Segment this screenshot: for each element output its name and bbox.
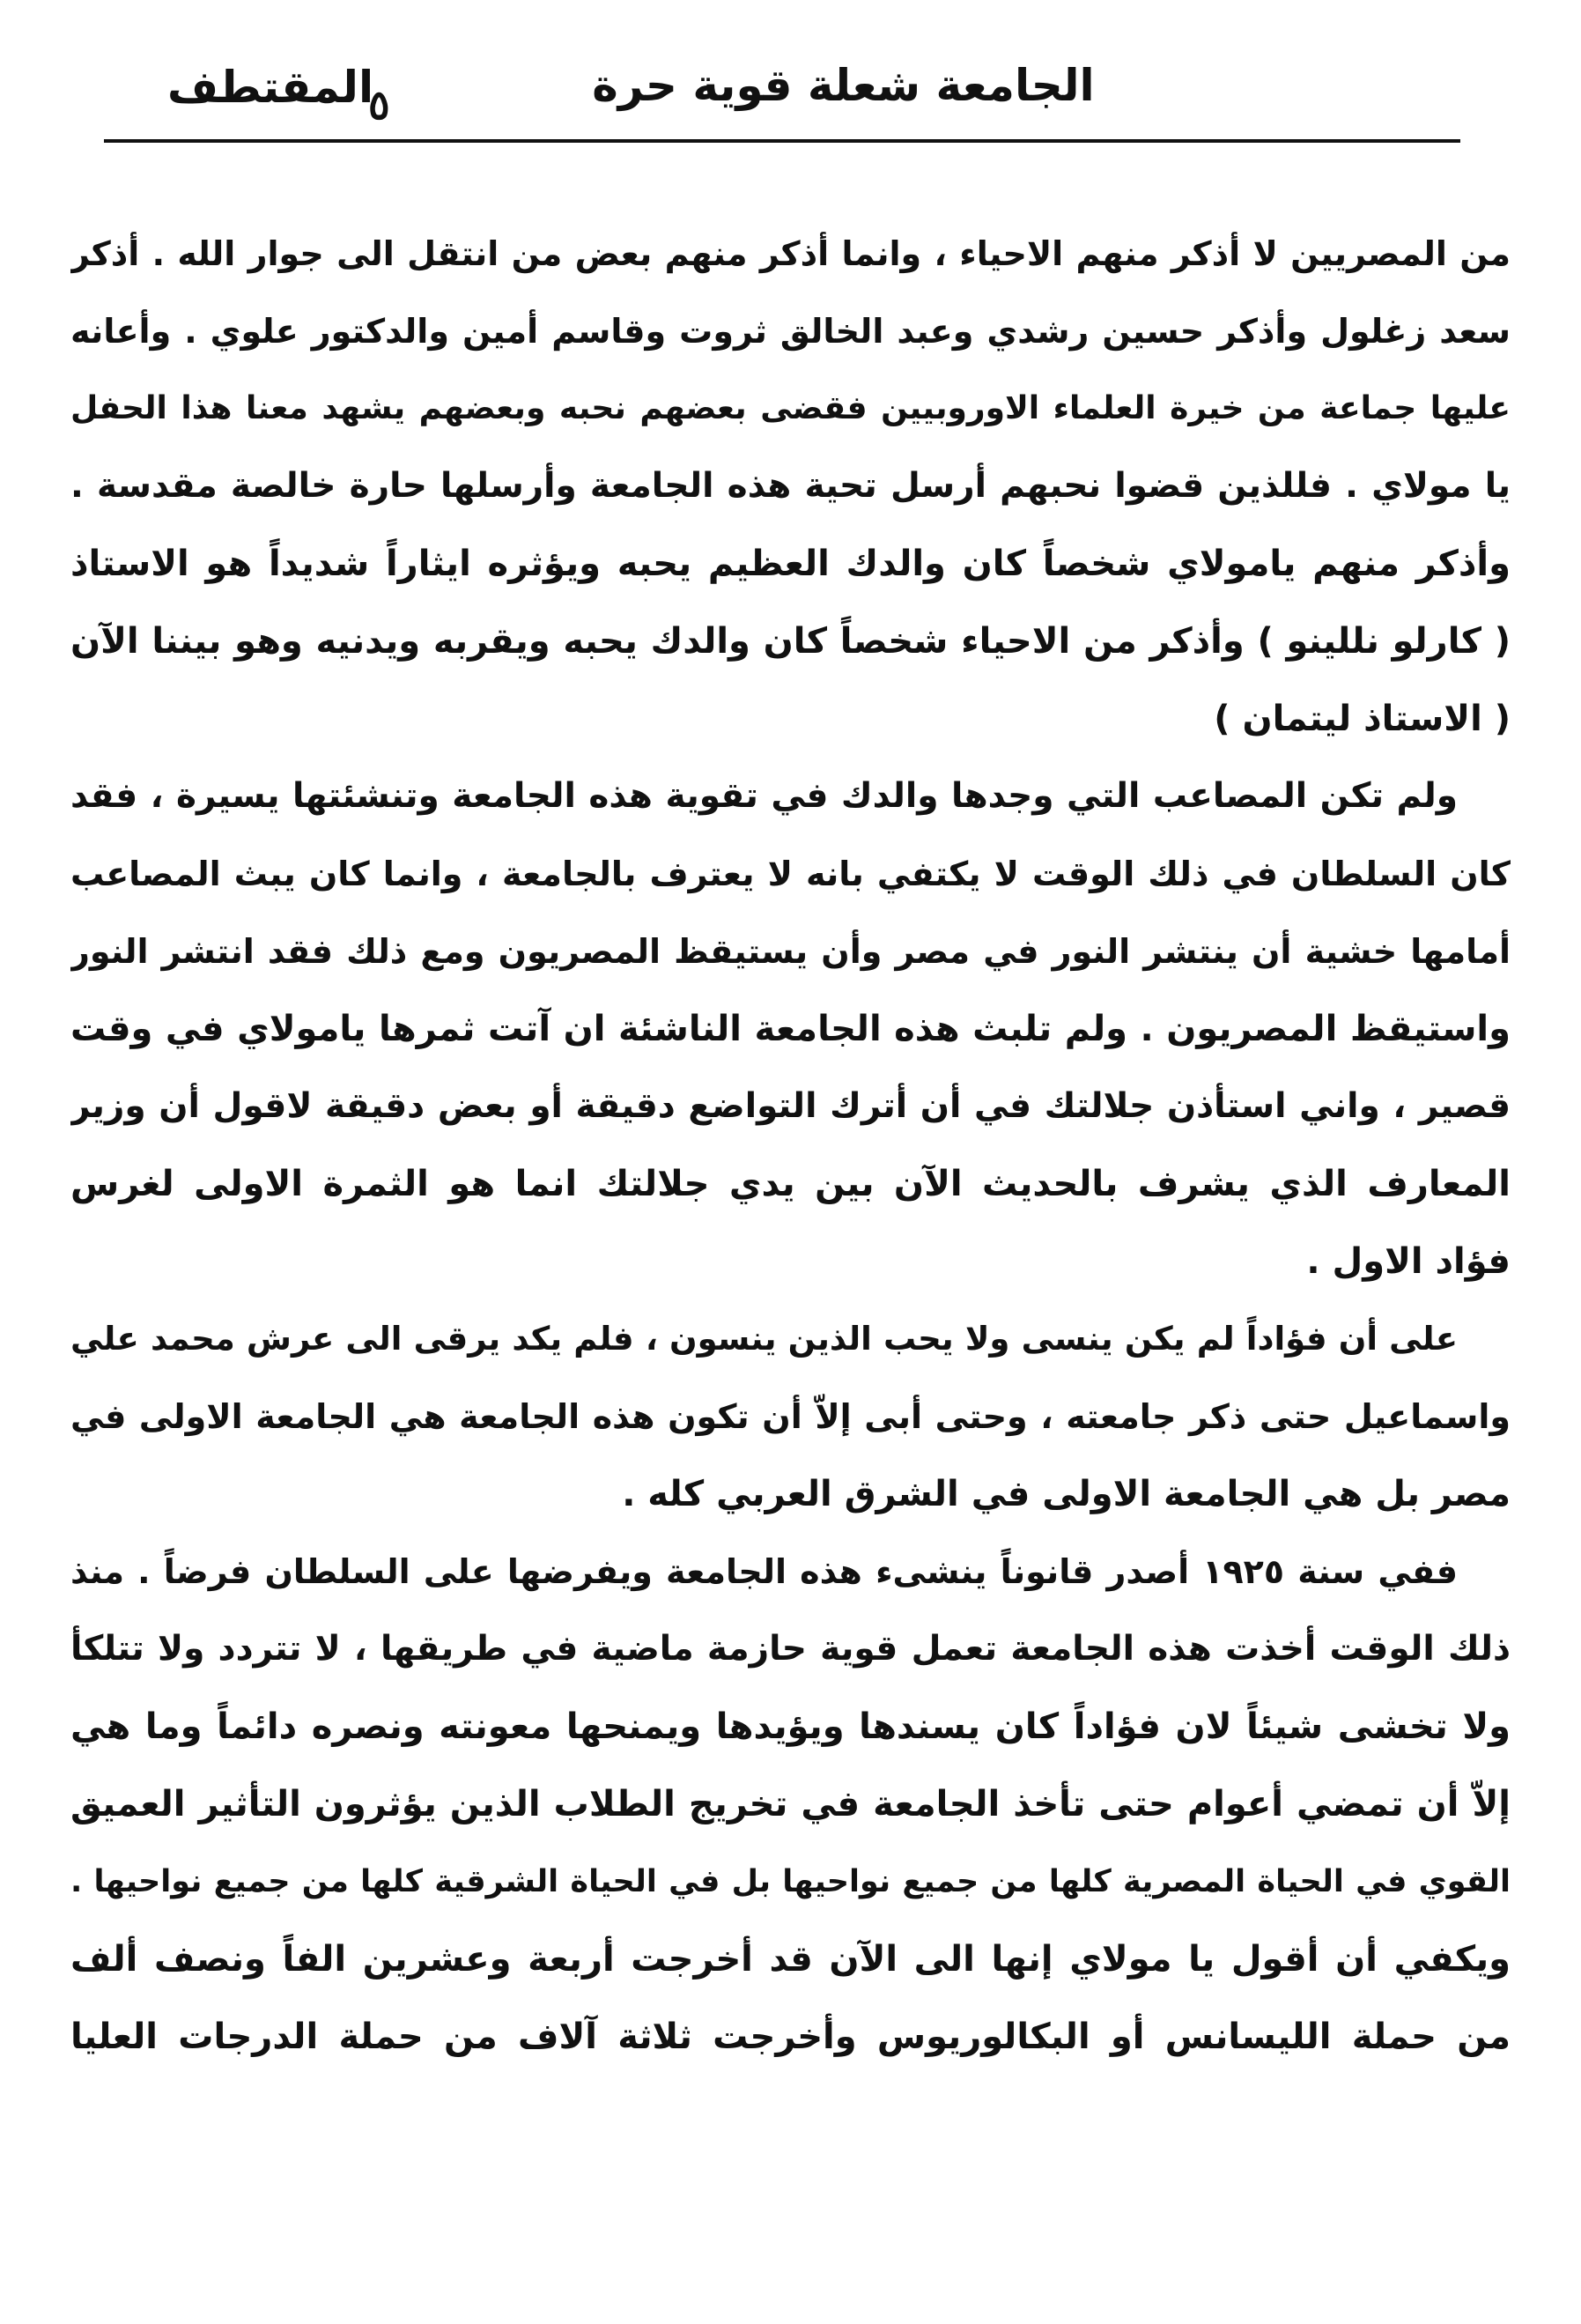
text-line: مصر بل هي الجامعة الاولى في الشرق العربي كله . xyxy=(622,1474,1511,1514)
text-line: سعد زغلول وأذكر حسين رشدي وعبد الخالق ثروت وقاسم أمين والدكتور علوي . وأعانه xyxy=(70,312,1511,351)
page-number: ٥ xyxy=(368,81,390,129)
text-line: يا مولاي . فللذين قضوا نحبهم أرسل تحية هذه الجامعة وأرسلها حارة خالصة مقدسة . xyxy=(70,466,1511,506)
text-line: ويكفي أن أقول يا مولاي إنها الى الآن قد أخرجت أربعة وعشرين الفاً ونصف ألف xyxy=(70,1939,1511,1980)
body-text xyxy=(70,215,1511,2076)
text-line: أمامها خشية أن ينتشر النور في مصر وأن يستيقظ المصريون ومع ذلك فقد انتشر النور xyxy=(70,932,1511,971)
text-line: ( الاستاذ ليتمان ) xyxy=(1214,699,1511,739)
text-line: قصير ، واني استأذن جلالتك في أن أترك التواضع دقيقة أو بعض دقيقة لاقول أن وزير xyxy=(70,1086,1511,1126)
text-line: واسماعيل حتى ذكر جامعته ، وحتى أبى إلاّ أن تكون هذه الجامعة هي الجامعة الاولى في xyxy=(70,1397,1511,1436)
journal-name: المقتطف xyxy=(167,62,374,113)
running-title: الجامعة شعلة قوية حرة xyxy=(592,60,1095,111)
text-line: ففي سنة ١٩٢٥ أصدر قانوناً ينشىء هذه الجامعة ويفرضها على السلطان فرضاً . منذ xyxy=(70,1552,1459,1591)
text-line: من المصريين لا أذكر منهم الاحياء ، وانما أذكر منهم بعض من انتقل الى جوار الله . أذكر xyxy=(70,234,1511,273)
text-line: من حملة الليسانس أو البكالوريوس وأخرجت ثلاثة آلاف من حملة الدرجات العليا xyxy=(70,2017,1511,2057)
header-rule xyxy=(104,139,1460,143)
text-line: وأذكر منهم يامولاي شخصاً كان والدك العظيم يحبه ويؤثره ايثاراً شديداً هو الاستاذ xyxy=(70,544,1511,584)
text-line: عليها جماعة من خيرة العلماء الاوروبيين فقضى بعضهم نحبه وبعضهم يشهد معنا هذا الحفل xyxy=(70,390,1511,426)
text-line: ذلك الوقت أخذت هذه الجامعة تعمل قوية حازمة ماضية في طريقها ، لا تتردد ولا تتلكأ xyxy=(70,1629,1511,1669)
text-line: على أن فؤاداً لم يكن ينسى ولا يحب الذين ينسون ، فلم يكد يرقى الى عرش محمد علي xyxy=(70,1320,1458,1358)
text-line: إلاّ أن تمضي أعوام حتى تأخذ الجامعة في تخريج الطلاب الذين يؤثرون التأثير العميق xyxy=(70,1784,1511,1824)
text-line: كان السلطان في ذلك الوقت لا يكتفي بانه لا يعترف بالجامعة ، وانما كان يبث المصاعب xyxy=(70,855,1511,893)
text-line: ( كارلو نللينو ) وأذكر من الاحياء شخصاً كان والدك يحبه ويقربه ويدنيه وهو بيننا الآن xyxy=(70,621,1511,662)
text-line: فؤاد الاول . xyxy=(1306,1241,1511,1282)
text-line: المعارف الذي يشرف بالحديث الآن بين يدي جلالتك انما هو الثمرة الاولى لغرس xyxy=(70,1164,1511,1204)
text-line: ولم تكن المصاعب التي وجدها والدك في تقوية هذه الجامعة وتنشئتها يسيرة ، فقد xyxy=(70,776,1458,816)
text-line: ولا تخشى شيئاً لان فؤاداً كان يسندها ويؤيدها ويمنحها معونته ونصره دائماً وما هي xyxy=(70,1706,1511,1747)
text-line: القوي في الحياة المصرية كلها من جميع نواحيها بل في الحياة الشرقية كلها من جميع نواحيها . xyxy=(70,1864,1511,1899)
text-line: واستيقظ المصريون . ولم تلبث هذه الجامعة الناشئة ان آتت ثمرها يامولاي في وقت xyxy=(70,1009,1511,1049)
